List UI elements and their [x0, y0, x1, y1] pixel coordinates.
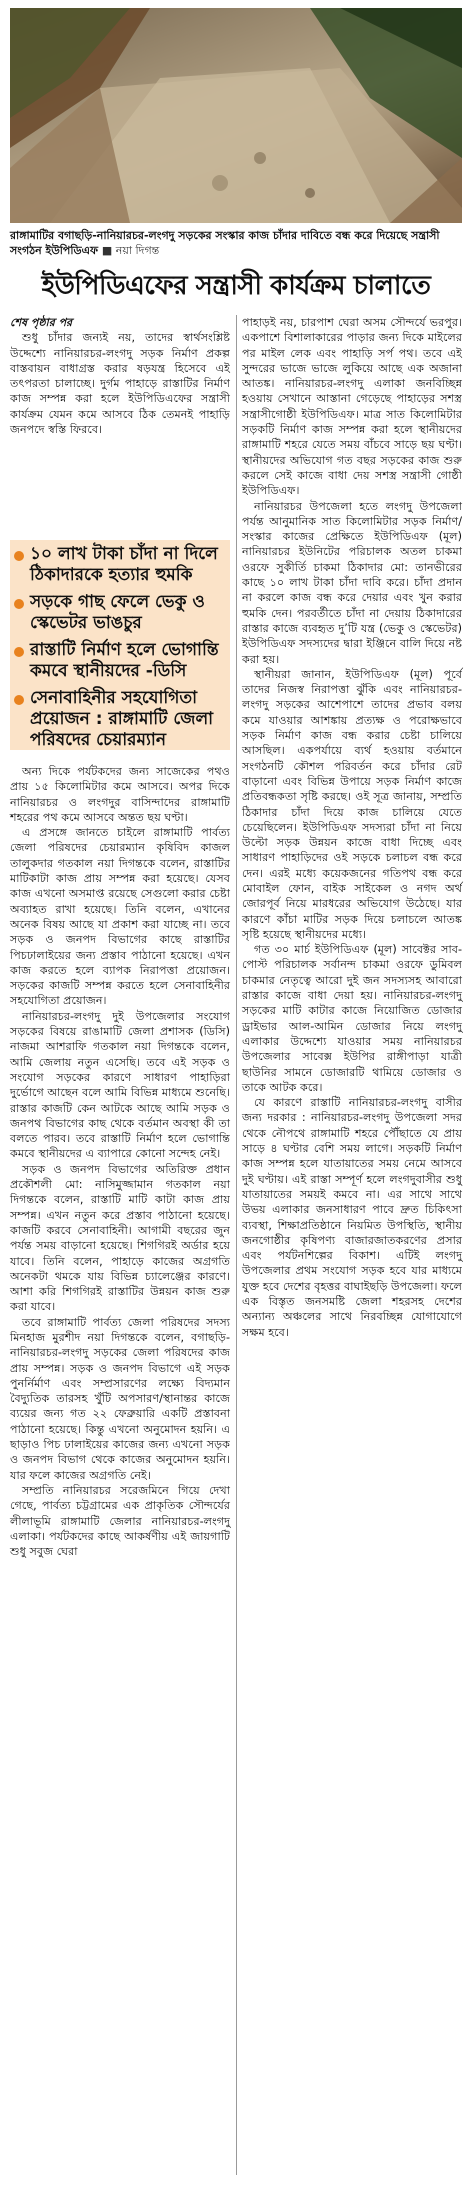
continued-label: শেষ পৃষ্ঠার পর: [10, 316, 73, 329]
highlights-box: [10, 540, 230, 750]
paragraph: শুধু চাঁদার জন্যই নয়, তাদের স্বার্থসংশ্লিষ্ট উদ্দেশ্যে নানিয়ারচর-লংগদু সড়ক নির্মাণ প্রকল্প বাস্তবায়ন বাধাগ্রস্ত করার ষড়যন্ত্র হিসেবে এই তৎপরতা চালাচ্ছে। দুর্গম পাহাড়ে রাস্তাটির নির্মাণ কাজ সম্পন্ন করা হলে ইউপিডিএফের সন্ত্রাসী কার্যক্রম যেমন কমে আসবে ঠিক তেমনই পাহাড়ি জনপদে স্বস্তি ফিরবে।: [10, 331, 230, 437]
paragraph: স্থানীয়রা জানান, ইউপিডিএফ (মূল) পূর্বে তাদের নিজস্ব নিরাপত্তা ঝুঁকি এবং নানিয়ারচর-লংগদু সড়কের আশেপাশে তাদের প্রভাব বলয় কমে যাওয়ার আশঙ্কায় প্রত্যক্ষ ও পরোক্ষভাবে সড়ক নির্মাণ কাজ বন্ধ করার চেষ্টা চালিয়ে আসছিল। একপর্যায়ে ব্যর্থ হওয়ায় বর্তমানে সংগঠনটি কৌশল পরিবর্তন করে চাঁদার রেট বাড়ানো এবং বিভিন্ন উপায়ে সড়ক নির্মাণ কাজে প্রতিবন্ধকতা সৃষ্টি করছে। ওই সূত্র জানায়, সম্প্রতি ঠিকাদার চাঁদা দিয়ে কাজ চালিয়ে যেতে চেয়েছিলেন। ইউপিডিএফ সদস্যরা চাঁদা না নিয়ে উল্টো সড়ক উন্নয়ন কাজে বাধা দিচ্ছে এবং সাধারণ পাহাড়িদের ওই সড়কে চলাচল বন্ধ করে দেন। এরই মধ্যে কয়েকজনের গতিপথ বন্ধ করে মোবাইল ফোন, বাইক সাইকেল ও নগদ অর্থ জোরপূর্ব নিয়ে মারধরের অভিযোগ উঠেছে। যার কারণে কাঁচা মাটির সড়ক দিয়ে চলাচলে আতঙ্ক সৃষ্টি হয়েছে স্থানীয়দের মধ্যে।: [242, 667, 462, 941]
paragraph: তবে রাঙ্গামাটি পার্বত্য জেলা পরিষদের সদস্য মিনহাজ মুরশীদ নয়া দিগন্তকে বলেন, বগাছড়ি-নানিয়ারচর-লংগদু সড়কের জেলা পরিষদের কাজ প্রায় সম্পন্ন। সড়ক ও জনপদ বিভাগে এই সড়ক পুনর্নির্মাণ এবং সম্প্রসারণের লক্ষ্যে বিদ্যমান বৈদ্যুতিক তারসহ খুঁটি অপসারণ/স্থানান্তর কাজে ব্যয়ের জন্য গত ২২ ফেব্রুয়ারি একটি প্রস্তাবনা পাঠানো হয়েছে। কিন্তু এখনো অনুমোদন হয়নি। এ ছাড়াও পিচ ঢালাইয়ের কাজের জন্য এখনো সড়ক ও জনপদ বিভাগ থেকে কাজের অনুমোদন হয়নি। যার ফলে কাজের অগ্রগতি নেই।: [10, 1315, 230, 1482]
paragraph: গত ৩০ মার্চ ইউপিডিএফ (মূল) সাবেক্টর সাব-পোস্ট পরিচালক সর্বানন্দ চাকমা ওরফে ডুমিবল চাকমার নেতৃত্বে আরো দুই জন সদস্যসহ আবারো রাস্তার কাজে বাধা দেয়া হয়। নানিয়ারচর-লংগদু সড়কের মাটি কাটার কাজে নিয়োজিত ডোজার ড্রাইভার আল-আমিন ডোজার নিয়ে লংগদু এলাকার উদ্দেশ্যে যাওয়ার সময় নানিয়ারচর উপজেলার সাবেক্স ইউপির রাঙ্গীপাড়া যাত্রী ছাউনির সামনে ডোজারটি থামিয়ে ডোজার ও তাকে আটক করে।: [242, 943, 462, 1094]
caption-text: রাঙ্গামাটির বগাছড়ি-নানিয়ারচর-লংগদু সড়কের সংস্কার কাজ চাঁদার দাবিতে বন্ধ করে দিয়েছে সন্ত্রাসী সংগঠন ইউপিডিএফ: [10, 229, 440, 257]
right-column: [242, 315, 462, 1340]
paragraph: যে কারণে রাস্তাটি নানিয়ারচর-লংগদু বাসীর জন্য দরকার : নানিয়ারচর-লংগদু উপজেলা সদর থেকে নৌপথে রাঙ্গামাটি শহরে পৌঁছাতে যে প্রায় সাড়ে ৪ ঘণ্টার বেশি সময় লাগে। সড়কটি নির্মাণ কাজ সম্পন্ন হলে যাতায়াতের সময় নেমে আসবে দুই ঘণ্টায়। এই রাস্তা সম্পূর্ণ হলে লংগদুবাসীর শুধু যাতায়াতের সময়ই কমবে না। এর সাথে সাথে উভয় এলাকার জনসাধারণ পাবে দ্রুত চিকিৎসা ব্যবস্থা, শিক্ষাপ্রতিষ্ঠানে নিয়মিত উপস্থিতি, স্থানীয় জনগোষ্ঠীর কৃষিপণ্য বাজারজাতকরণের প্রসার এবং পর্যটনশিল্পের বিকাশ। এটিই লংগদু উপজেলার প্রথম সংযোগ সড়ক হবে যার মাধ্যমে যুক্ত হবে দেশের বৃহত্তর বাঘাইছড়ি উপজেলা। ফলে এক বিস্তৃত জনসমষ্টি জেলা শহরসহ দেশের অন্যান্য অঞ্চলের সাথে নিরবচ্ছিন্ন যোগাযোগে সক্ষম হবে।: [242, 1096, 463, 1339]
paragraph: নানিয়ারচর উপজেলা হতে লংগদু উপজেলা পর্যন্ত আনুমানিক সাত কিলোমিটার সড়ক নির্মাণ/সংস্কার কাজের প্রেক্ষিতে ইউপিডিএফ (মূল) নানিয়ারচর ইউনিটের পরিচালক অতল চাকমা ওরফে সুকীর্তি চাকমা ঠিকাদার মো: তানভীরের কাছে ১০ লাখ টাকা চাঁদা দাবি করে। চাঁদা প্রদান না করলে কাজ বন্ধ করে দেয়ার এবং খুন করার হুমকি দেন। পরবর্তীতে চাঁদা না দেয়ায় ঠিকাদারের রাস্তার কাজে ব্যবহৃত দু’টি যন্ত্র (ভেকু ও স্কেভেটর) ইউপিডিএফ সদস্যদের দ্বারা ইঞ্জিনে বালি দিয়ে নষ্ট করা হয়।: [242, 499, 462, 666]
paragraph: নানিয়ারচর-লংগদু দুই উপজেলার সংযোগ সড়কের বিষয়ে রাঙামাটি জেলা প্রশাসক (ডিসি) নাজমা আশরাফি গতকাল নয়া দিগন্তকে বলেন, আমি জেলায় নতুন এসেছি। তবে এই সড়ক ও সংযোগ সড়কের কারণে সাধারণ পাহাড়িরা দুর্ভোগে আছেন বলে আমি বিভিন্ন মাধ্যমে শুনেছি। রাস্তার কাজটি কেন আটকে আছে আমি সড়ক ও জনপথ বিভাগের কাছ থেকে বর্তমান অবস্থা কী তা বলতে পারব। তবে রাস্তাটি নির্মাণ হলে ভোগান্তি কমবে স্থানীয়দের এ ব্যাপারে কোনো সন্দেহ নেই।: [10, 1009, 230, 1161]
highlight-item: সড়কে গাছ ফেলে ভেকু ও স্কেভেটর ভাঙচুর: [10, 588, 230, 636]
bullet-icon: [14, 551, 24, 561]
left-column-top: [10, 315, 230, 437]
paragraph: পাহাড়ই নয়, চারপাশ ঘেরা অসম সৌন্দর্যে ভরপুর। একপাশে বিশালাকারের পাড়ার জন্য দিকে মাইলের পর মাইল লেক এবং পাহাড়ি সর্প পথ। তবে এই সুন্দরের ভাজে ভাজে লুকিয়ে আছে এক অজানা আতঙ্ক। নানিয়ারচর-লংগদু এলাকা জনবিচ্ছিন্ন হওয়ায় সেখানে আস্তানা গেড়েছে পাহাড়ের সশস্ত্র সন্ত্রাসীগোষ্ঠী ইউপিডিএফ। মাত্র সাত কিলোমিটার সড়কটি নির্মাণ কাজ সম্পন্ন করা হলে স্থানীয়দের রাঙ্গামাটি শহরে যেতে সময় বাঁচবে সাড়ে ছয় ঘণ্টা। স্থানীয়দের অভিযোগ গত বছর সড়কের কাজ শুরু করলে সেই কাজে বাধা দেয় সশস্ত্র সন্ত্রাসী গোষ্ঠী ইউপিডিএফ।: [242, 316, 462, 498]
photo-caption: [10, 228, 462, 258]
column-divider: [236, 315, 237, 2175]
highlight-item: ১০ লাখ টাকা চাঁদা না দিলে ঠিকাদারকে হত্যার হুমকি: [10, 540, 230, 588]
highlight-item: সেনাবাহিনীর সহযোগিতা প্রয়োজন : রাঙ্গামাটি জেলা পরিষদের চেয়ারম্যান: [10, 684, 230, 753]
caption-credit: ■ নয়া দিগন্ত: [101, 244, 160, 257]
road-photo: [10, 8, 462, 223]
bullet-icon: [14, 695, 24, 705]
bullet-icon: [14, 599, 24, 609]
paragraph: সম্প্রতি নানিয়ারচর সরেজমিনে গিয়ে দেখা গেছে, পার্বত্য চট্টগ্রামের এক প্রাকৃতিক সৌন্দর্যের লীলাভূমি রাঙ্গামাটি জেলার নানিয়ারচর-লংগদু এলাকা। পর্যটকদের কাছে আকর্ষণীয় এই জায়গাটি শুধু সবুজ ঘেরা: [10, 1483, 230, 1559]
left-column-bottom: [10, 764, 230, 1559]
paragraph: সড়ক ও জনপদ বিভাগের অতিরিক্ত প্রধান প্রকৌশলী মো: নাসিমুজ্জামান গতকাল নয়া দিগন্তকে বলেন, রাস্তাটি মাটি কাটা কাজ প্রায় সম্পন্ন। এখন নতুন করে প্রস্তাব পাঠানো হয়েছে। কাজটি করবে সেনাবাহিনী। আগামী বছরের জুন পর্যন্ত সময় বাড়ানো হয়েছে। শিগগিরই অর্ডার হয়ে যাবে। তিনি বলেন, পাহাড়ে কাজের অগ্রগতি অনেকটা থমকে যায় বিভিন্ন চ্যালেঞ্জের কারণে। আশা করি শিগগিরই রাস্তাটির উন্নয়ন কাজ শুরু করা যাবে।: [10, 1162, 230, 1314]
highlight-item: রাস্তাটি নির্মাণ হলে ভোগান্তি কমবে স্থানীয়দের -ডিসি: [10, 636, 230, 684]
headline: ইউপিডিএফের সন্ত্রাসী কার্যক্রম চালাতে: [41, 271, 431, 301]
paragraph: অন্য দিকে পর্যটকদের জন্য সাজেকের পথও প্রায় ১৫ কিলোমিটার কমে আসবে। অপর দিকে নানিয়ারচর ও লংগদুর বাসিন্দাদের রাঙ্গামাটি শহরের পথ কমে আসবে অন্তত ছয় ঘণ্টা।: [10, 765, 230, 824]
bullet-icon: [14, 647, 24, 657]
paragraph: এ প্রসঙ্গে জানতে চাইলে রাঙ্গামাটি পার্বত্য জেলা পরিষদের চেয়ারম্যান কৃষিবিদ কাজল তালুকদার গতকাল নয়া দিগন্তকে বলেন, রাস্তাটির মাটিকাটা কাজ প্রায় সম্পন্ন করা হয়েছে। যেসব কাজ এখনো অসমাপ্ত রয়েছে সেগুলো করার চেষ্টা অব্যাহত রাখা হয়েছে। তিনি বলেন, এখানের অনেক বিষয় আছে যা প্রকাশ করা যাচ্ছে না। তবে সড়ক ও জনপদ বিভাগের কাছে রাস্তাটির পিচঢালাইয়ের জন্য প্রস্তাব পাঠানো হয়েছে। এখন কাজ করতে হলে ব্যাপক নিরাপত্তা প্রয়োজন। সড়কের কাজটি সম্পন্ন করতে হলে সেনাবাহিনীর সহযোগিতা প্রয়োজন।: [10, 826, 230, 1008]
